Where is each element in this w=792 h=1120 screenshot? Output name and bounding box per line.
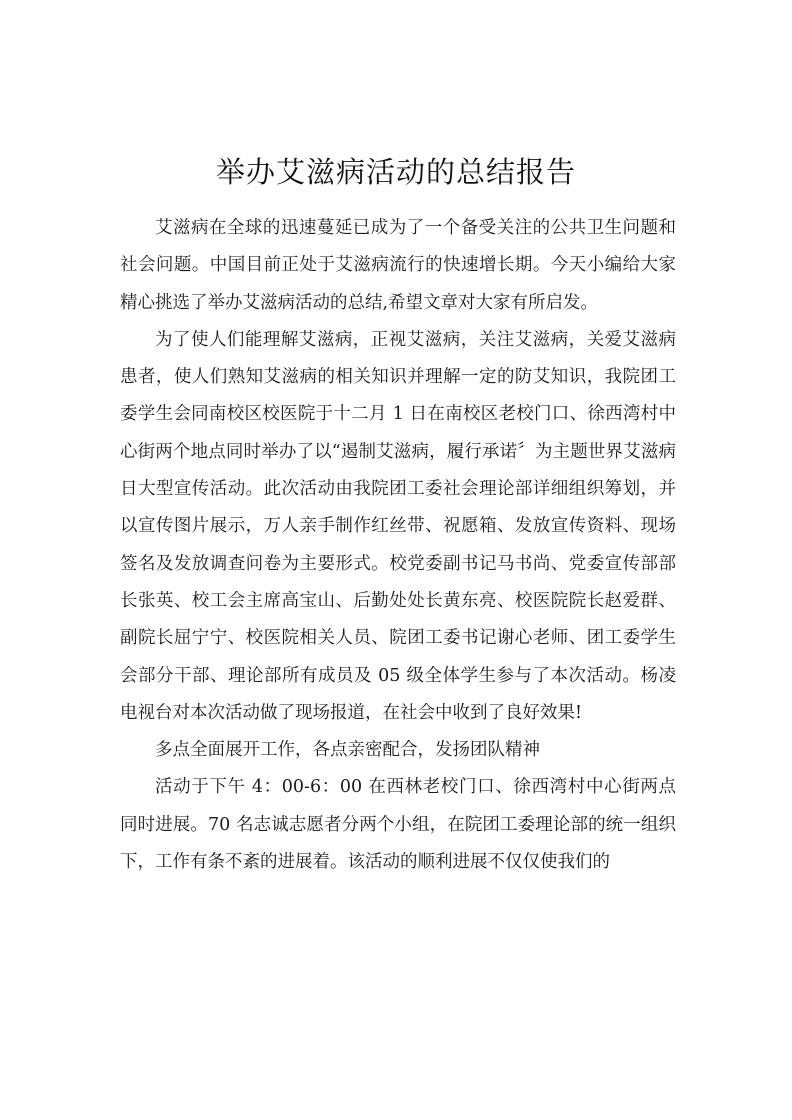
document-body — [120, 210, 676, 881]
paragraph-activity-details: 活动于下午 4：00-6：00 在西林老校门口、徐西湾村中心街两点同时进展。70 名志诚志愿者分两个小组，在院团工委理论部的统一组织下，工作有条不紊的进展着。该活动的顺利进展不仅仅使我们的 — [120, 777, 676, 873]
paragraph-intro: 艾滋病在全球的迅速蔓延已成为了一个备受关注的公共卫生问题和社会问题。中国目前正处于艾滋病流行的快速增长期。今天小编给大家精心挑选了举办艾滋病活动的总结,希望文章对大家有所启发。 — [120, 218, 676, 313]
paragraph-activity-overview: 为了使人们能理解艾滋病，正视艾滋病，关注艾滋病，关爱艾滋病患者，使人们熟知艾滋病的相关知识并理解一定的防艾知识，我院团工委学生会同南校区校医院于十二月 1 日在南校区老校门口、徐西湾村中心街两个地点同时举办了以“遏制艾滋病，履行承诺〞为主题世界艾滋病日大型宣传活动。此次活动由我院团工委社会理论部详细组织筹划，并以宣传图片展示，万人亲手制作红丝带、祝愿箱、发放宣传资料、现场签名及发放调查问卷为主要形式。校党委副书记马书尚、党委宣传部部长张英、校工会主席高宝山、后勤处处长黄东亮、校医院院长赵爱群、副院长屈宁宁、校医院相关人员、院团工委书记谢心老师、团工委学生会部分干部、理论部所有成员及 05 级全体学生参与了本次活动。杨凌电视台对本次活动做了现场报道，在社会中收到了良好效果! — [120, 329, 676, 723]
document-title: 举办艾滋病活动的总结报告 — [215, 155, 576, 189]
paragraph-section-heading: 多点全面展开工作，各点亲密配合，发扬团队精神 — [155, 740, 540, 761]
